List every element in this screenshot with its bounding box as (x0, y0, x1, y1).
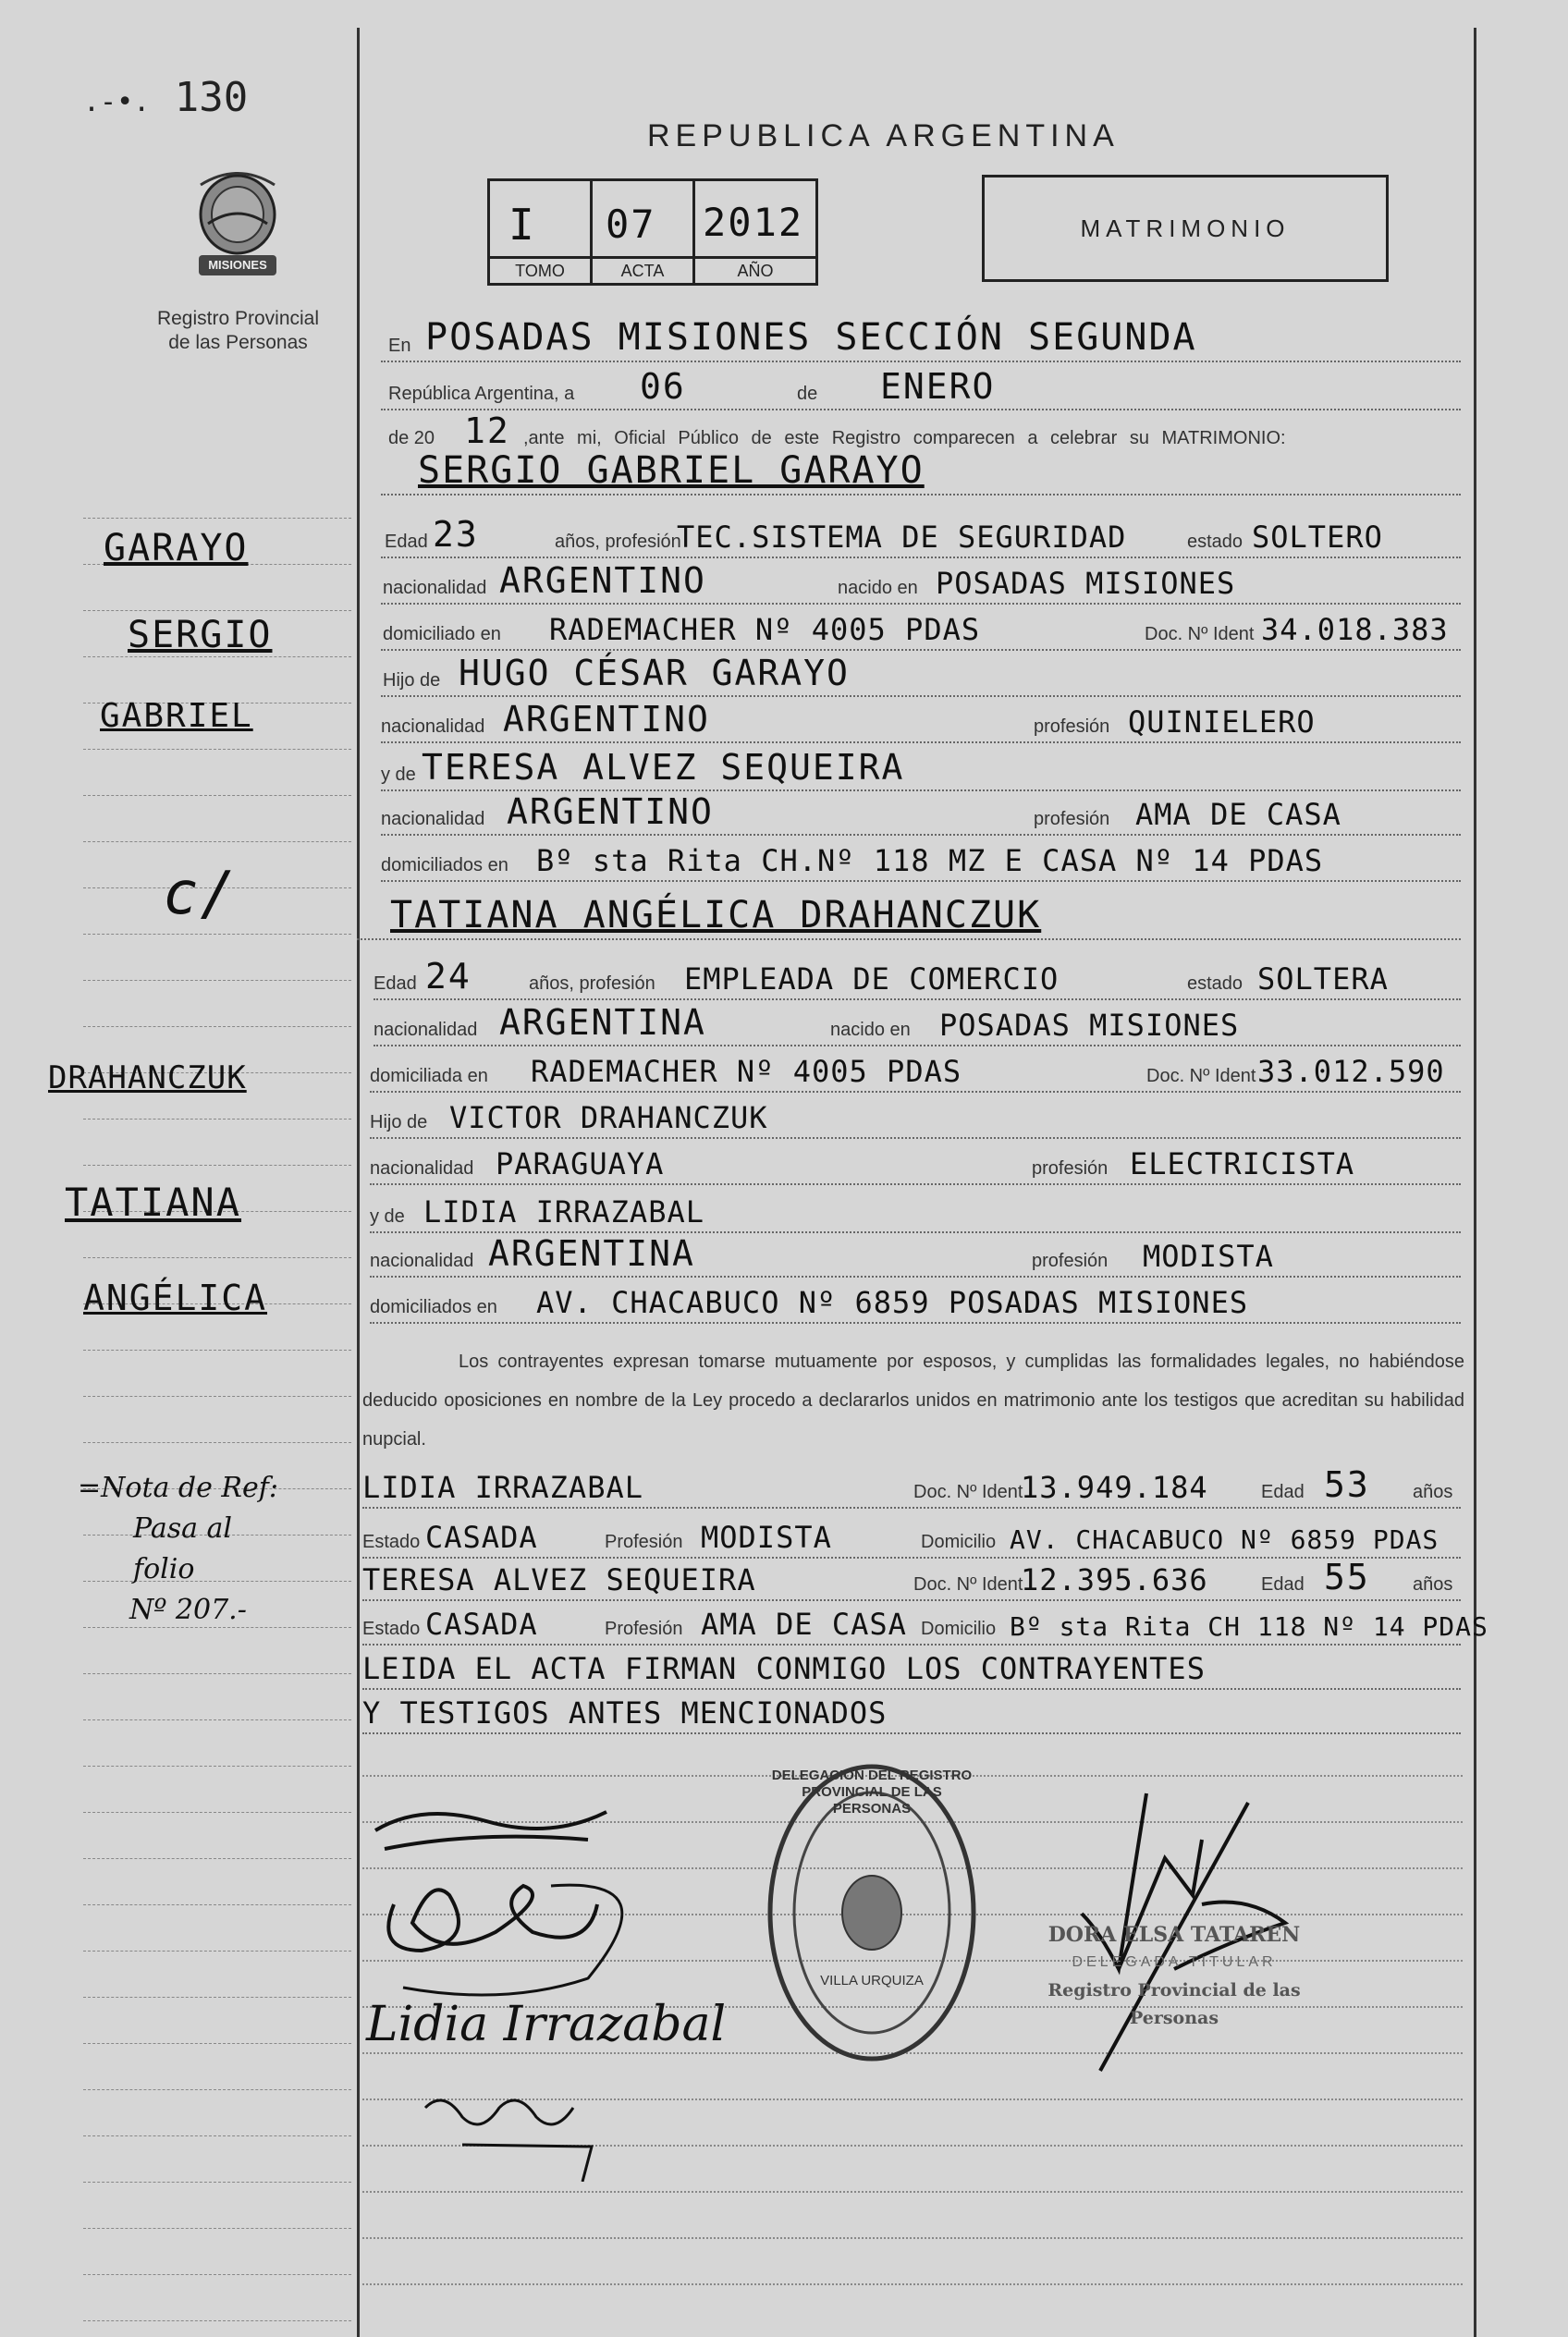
bride-father-nac-label: nacionalidad (370, 1158, 474, 1179)
bride-mother-label: y de (370, 1206, 405, 1227)
tomo-label: TOMO (490, 256, 590, 283)
bride-born: POSADAS MISIONES (939, 1008, 1240, 1043)
intro-year-row (388, 410, 1461, 453)
groom-mother-row (381, 747, 1461, 791)
intro-month: ENERO (880, 366, 996, 407)
closing-row-1 (362, 1651, 1461, 1690)
witness-1-dom-label: Domicilio (921, 1532, 997, 1552)
page-number-value: 130 (174, 74, 249, 121)
intro-day: 06 (640, 366, 686, 407)
witness-1-detail-row (362, 1520, 1461, 1559)
witness-1-doc: 13.949.184 (1021, 1470, 1208, 1505)
bride-profession: EMPLEADA DE COMERCIO (684, 961, 1060, 997)
groom-father-profession: QUINIELERO (1128, 704, 1316, 740)
margin-line (83, 1396, 351, 1397)
margin-line (83, 2135, 351, 2136)
official-name: DORA ELSA TATAREN (1047, 1923, 1301, 1947)
blank-row-line (362, 2283, 1463, 2285)
groom-age: 23 (433, 514, 479, 555)
margin-line (83, 795, 351, 796)
bride-nac-label: nacionalidad (374, 1020, 478, 1040)
witness-1-estado: CASADA (425, 1520, 538, 1555)
groom-parents-address: Bº sta Rita CH.Nº 118 MZ E CASA Nº 14 PDAS (536, 843, 1324, 878)
witness-2-name: TERESA ALVEZ SEQUEIRA (362, 1562, 756, 1597)
bride-parents-address-row (370, 1285, 1461, 1324)
margin-and-mark: c/ (163, 860, 239, 928)
margin-line (83, 749, 351, 750)
ano-cell (695, 181, 815, 283)
groom-nat-row (381, 560, 1461, 605)
bride-doc-label: Doc. Nº Ident (1146, 1066, 1256, 1086)
groom-father: HUGO CÉSAR GARAYO (459, 653, 850, 693)
bride-father-profession: ELECTRICISTA (1130, 1146, 1355, 1181)
bride-name-row (357, 894, 1461, 940)
register-number-box (487, 178, 818, 286)
margin-line (83, 934, 351, 935)
witness-1-row (362, 1464, 1461, 1509)
margin-line (83, 1904, 351, 1905)
groom-dom-label: domiciliado en (383, 624, 501, 644)
groom-father-nac-label: nacionalidad (381, 716, 485, 737)
witness-handwritten-signature: Lidia Irrazabal (366, 1997, 727, 2052)
witness-1-anos-label: años (1413, 1482, 1453, 1502)
witness-2-profession: AMA DE CASA (701, 1607, 907, 1642)
groom-father-nationality: ARGENTINO (503, 699, 710, 740)
blank-row-line (362, 2237, 1463, 2239)
bride-edad-label: Edad (374, 973, 417, 994)
official-oval-stamp (764, 1760, 980, 2065)
groom-father-prof-label: profesión (1034, 716, 1110, 737)
bride-nationality: ARGENTINA (499, 1002, 706, 1043)
note-line-1: =Nota de Ref: (78, 1472, 278, 1504)
bride-mother-prof-label: profesión (1032, 1251, 1109, 1271)
groom-mother-nat-row (381, 791, 1461, 836)
bride-anos-prof-label: años, profesión (529, 973, 655, 994)
bride-mother-nat-row (370, 1233, 1461, 1278)
right-margin-rule (1474, 28, 1476, 2337)
margin-line (83, 2089, 351, 2090)
official-title: DELEGADA TITULAR (1072, 1954, 1277, 1970)
groom-address: RADEMACHER Nº 4005 PDAS (549, 612, 981, 647)
groom-nationality: ARGENTINO (499, 560, 706, 601)
margin-note (78, 1468, 278, 1631)
witness-1-doc-label: Doc. Nº Ident (913, 1482, 1023, 1502)
margin-line (83, 610, 351, 611)
de-label: de (797, 384, 818, 404)
act-type-title: MATRIMONIO (1080, 214, 1291, 242)
margin-line (83, 1673, 351, 1674)
witness-1-address: AV. CHACABUCO Nº 6859 PDAS (1010, 1524, 1439, 1555)
bride-father-prof-label: profesión (1032, 1158, 1109, 1179)
groom-profession: TEC.SISTEMA DE SEGURIDAD (677, 520, 1127, 555)
groom-doc-label: Doc. Nº Ident (1145, 624, 1255, 644)
bride-age: 24 (425, 956, 472, 997)
groom-mother: TERESA ALVEZ SEQUEIRA (422, 747, 905, 788)
bride-full-name: TATIANA ANGÉLICA DRAHANCZUK (390, 894, 1042, 936)
acta-value: 07 (606, 202, 656, 247)
closing-line-2: Y TESTIGOS ANTES MENCIONADOS (362, 1695, 888, 1731)
margin-line (83, 1766, 351, 1767)
registry-line-1: Registro Provincial (156, 308, 320, 329)
groom-age-row (381, 514, 1461, 558)
witness-2-detail-row (362, 1607, 1488, 1646)
registry-line-2: de las Personas (168, 332, 308, 353)
groom-nac-label: nacionalidad (383, 578, 487, 598)
intro-place: POSADAS MISIONES SECCIÓN SEGUNDA (425, 316, 1197, 359)
groom-born: POSADAS MISIONES (936, 566, 1236, 601)
groom-mother-label: y de (381, 765, 416, 785)
witness-2-dom-label: Domicilio (921, 1619, 997, 1639)
margin-groom-name1: SERGIO (128, 614, 273, 656)
bride-address-row (370, 1054, 1461, 1093)
acta-label: ACTA (593, 256, 692, 283)
registry-name (120, 307, 356, 355)
witness-2-row (362, 1557, 1461, 1601)
groom-nacido-label: nacido en (838, 578, 918, 598)
intro-date-row (381, 366, 1461, 410)
margin-line (83, 1257, 351, 1258)
witness-2-anos-label: años (1413, 1574, 1453, 1595)
stamp-center-text: VILLA URQUIZA (820, 1973, 924, 1988)
witness-1-age: 53 (1324, 1464, 1370, 1505)
bride-father-row (370, 1100, 1461, 1139)
left-margin-rule (357, 28, 360, 2337)
witness-2-estado: CASADA (425, 1607, 538, 1642)
stamp-text: DELEGACION DEL REGISTRO PROVINCIAL DE LAS PERSONAS (771, 1768, 973, 1817)
bride-estado: SOLTERA (1257, 961, 1389, 997)
en-label: En (388, 336, 411, 356)
witness-1-edad-label: Edad (1261, 1482, 1305, 1502)
page-number: .-•. 130 (83, 74, 249, 121)
ano-value: 2012 (703, 200, 804, 245)
province-seal-icon (180, 166, 296, 287)
witness-2-edad-label: Edad (1261, 1574, 1305, 1595)
groom-mother-prof-label: profesión (1034, 809, 1110, 829)
groom-address-row (381, 612, 1461, 651)
act-type-box (982, 175, 1389, 282)
witness-1-prof-label: Profesión (605, 1532, 683, 1552)
seal-label: MISIONES (208, 258, 267, 272)
bride-doc: 33.012.590 (1257, 1054, 1445, 1089)
note-line-2: Pasa al (133, 1512, 233, 1545)
margin-line (83, 1350, 351, 1351)
groom-father-nat-row (381, 699, 1461, 743)
margin-bride-surname: DRAHANCZUK (48, 1059, 247, 1096)
margin-line (83, 2320, 351, 2321)
groom-anos-prof-label: años, profesión (555, 532, 681, 552)
groom-name-row (381, 449, 1461, 496)
acta-cell (593, 181, 695, 283)
margin-line (83, 1997, 351, 1998)
country-title: REPUBLICA ARGENTINA (647, 118, 1120, 153)
bride-dom-label: domiciliada en (370, 1066, 488, 1086)
year-suffix: 12 (464, 410, 510, 451)
bride-father-nat-row (370, 1146, 1461, 1185)
groom-estado-label: estado (1187, 532, 1243, 552)
margin-line (83, 656, 351, 657)
margin-bride-name2: ANGÉLICA (83, 1278, 268, 1318)
margin-groom-name2: GABRIEL (100, 697, 253, 735)
groom-edad-label: Edad (385, 532, 428, 552)
signature-scribble-small-icon (407, 2071, 610, 2182)
margin-line (83, 1812, 351, 1813)
margin-line (83, 980, 351, 981)
bride-mother-profession: MODISTA (1143, 1239, 1274, 1274)
witness-1-estado-label: Estado (362, 1532, 421, 1552)
tomo-value: I (508, 200, 536, 250)
witness-2-estado-label: Estado (362, 1619, 421, 1639)
witness-2-age: 55 (1324, 1557, 1370, 1597)
oficial-text: ,ante mi, Oficial Público de este Registro comparecen a celebrar su MATRIMONIO: (523, 428, 1286, 448)
groom-mother-nationality: ARGENTINO (507, 791, 714, 832)
year-prefix: de 20 (388, 428, 435, 448)
bride-father-label: Hijo de (370, 1112, 428, 1132)
bride-age-row (374, 956, 1461, 1000)
margin-line (83, 1119, 351, 1120)
witness-2-address: Bº sta Rita CH 118 Nº 14 PDAS (1010, 1611, 1488, 1642)
margin-line (83, 1442, 351, 1443)
groom-doc: 34.018.383 (1261, 612, 1449, 647)
declaration-text: Los contrayentes expresan tomarse mutuamente por esposos, y cumplidas las formalidades legales, no habiéndose deducido oposiciones en nombre de la Ley procedo a declararlos unidos en matrimonio ante los testigos que acreditan su habilidad nupcial. (362, 1352, 1464, 1450)
groom-mother-nac-label: nacionalidad (381, 809, 485, 829)
margin-bride-name1: TATIANA (65, 1180, 242, 1225)
witness-2-prof-label: Profesión (605, 1619, 683, 1639)
bride-mother: LIDIA IRRAZABAL (423, 1194, 704, 1230)
witness-1-name: LIDIA IRRAZABAL (362, 1470, 643, 1505)
bride-address: RADEMACHER Nº 4005 PDAS (531, 1054, 962, 1089)
bride-nacido-label: nacido en (830, 1020, 911, 1040)
groom-full-name: SERGIO GABRIEL GARAYO (418, 449, 925, 492)
official-stamp-block (1008, 1921, 1341, 2032)
witness-1-profession: MODISTA (701, 1520, 832, 1555)
blank-row-line (362, 2191, 1463, 2193)
margin-line (83, 1951, 351, 1952)
bride-mother-nac-label: nacionalidad (370, 1251, 474, 1271)
margin-line (83, 2182, 351, 2183)
margin-line (83, 1026, 351, 1027)
bride-father: VICTOR DRAHANCZUK (449, 1100, 768, 1135)
groom-mother-profession: AMA DE CASA (1135, 797, 1341, 832)
bride-mother-row (370, 1194, 1461, 1233)
bride-nat-row (374, 1002, 1461, 1046)
groom-parents-dom-label: domiciliados en (381, 855, 508, 875)
witness-2-doc: 12.395.636 (1021, 1562, 1208, 1597)
republica-label: República Argentina, a (388, 384, 575, 404)
margin-line (83, 1165, 351, 1166)
tomo-cell (490, 181, 593, 283)
margin-line (83, 2228, 351, 2229)
margin-line (83, 1719, 351, 1720)
margin-line (83, 518, 351, 519)
bride-mother-nationality: ARGENTINA (488, 1233, 695, 1274)
closing-line-1: LEIDA EL ACTA FIRMAN CONMIGO LOS CONTRAYENTES (362, 1651, 1206, 1686)
ano-label: AÑO (695, 256, 815, 283)
groom-estado: SOLTERO (1252, 520, 1383, 555)
groom-father-label: Hijo de (383, 670, 441, 691)
bride-parents-address: AV. CHACABUCO Nº 6859 POSADAS MISIONES (536, 1285, 1249, 1320)
margin-line (83, 1858, 351, 1859)
bride-estado-label: estado (1187, 973, 1243, 994)
margin-line (83, 2274, 351, 2275)
margin-line (83, 841, 351, 842)
intro-place-row (381, 316, 1461, 362)
margin-groom-surname: GARAYO (104, 527, 249, 569)
note-line-4: Nº 207.- (129, 1594, 247, 1626)
bride-father-nationality: PARAGUAYA (496, 1146, 665, 1181)
bride-parents-dom-label: domiciliados en (370, 1297, 497, 1317)
official-org: Registro Provincial de las Personas (1047, 1980, 1301, 2028)
note-line-3: folio (133, 1553, 195, 1585)
closing-row-2 (362, 1695, 1461, 1734)
margin-line (83, 2043, 351, 2044)
groom-parents-address-row (381, 843, 1461, 882)
witness-2-doc-label: Doc. Nº Ident (913, 1574, 1023, 1595)
groom-father-row (381, 653, 1461, 697)
